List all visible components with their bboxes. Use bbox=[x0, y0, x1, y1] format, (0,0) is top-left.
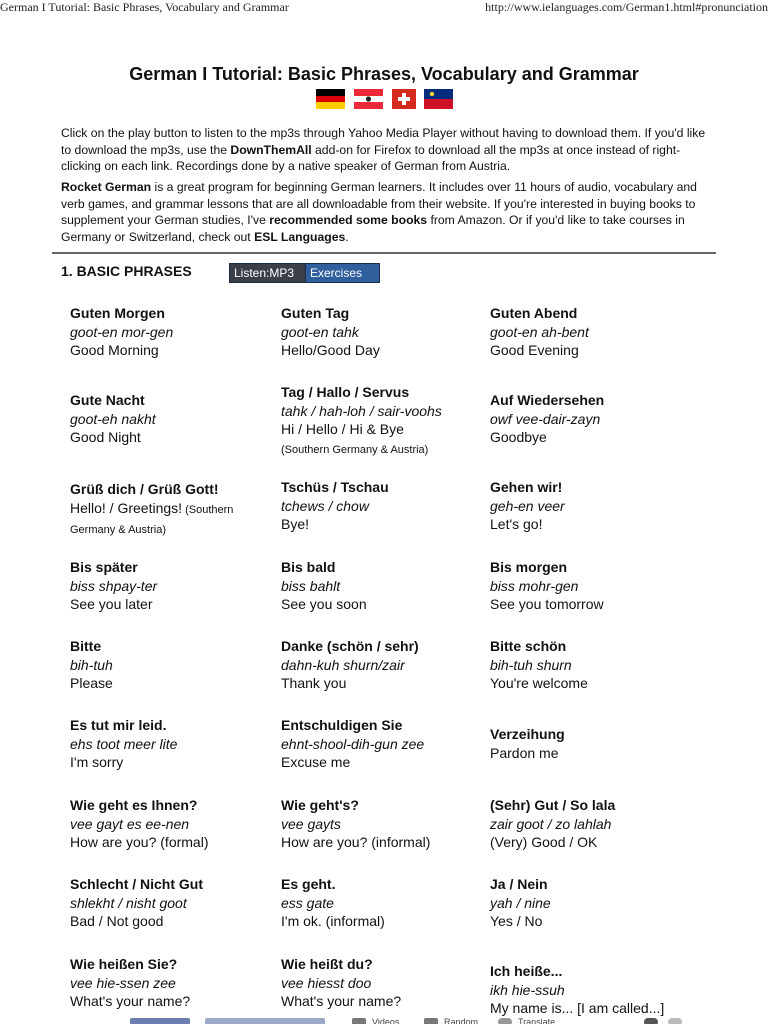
phrase-item bbox=[490, 304, 720, 360]
esl-languages-link[interactable]: ESL Languages bbox=[254, 229, 346, 244]
phrase-german: Verzeihung bbox=[490, 726, 565, 742]
phrase-english: Bad / Not good bbox=[70, 913, 164, 929]
phrase-item bbox=[70, 558, 270, 614]
phrase-pronunciation: dahn-kuh shurn/zair bbox=[281, 656, 405, 673]
phrase-german: (Sehr) Gut / So lala bbox=[490, 797, 616, 813]
austria-flag[interactable] bbox=[354, 89, 383, 109]
phrase-english: Bye! bbox=[281, 516, 310, 532]
phrase-english: See you later bbox=[70, 596, 153, 612]
phrase-german: Ich heiße... bbox=[490, 963, 563, 979]
phrase-english: Yes / No bbox=[490, 913, 543, 929]
intro-text: . bbox=[345, 229, 349, 244]
liechtenstein-flag[interactable] bbox=[424, 89, 453, 109]
phrase-german: Schlecht / Nicht Gut bbox=[70, 876, 204, 892]
translate-link[interactable]: Translate bbox=[518, 1017, 556, 1024]
phrase-pronunciation: owf vee-dair-zayn bbox=[490, 410, 601, 427]
phrase-item bbox=[281, 796, 481, 852]
phrase-german: Wie geht es Ihnen? bbox=[70, 797, 198, 813]
phrase-pronunciation: biss mohr-gen bbox=[490, 577, 579, 594]
translate-icon[interactable] bbox=[498, 1018, 512, 1024]
exercises-button[interactable]: Exercises bbox=[305, 263, 380, 283]
phrase-german: Tschüs / Tschau bbox=[281, 479, 389, 495]
intro-text: is a great program for beginning German learners. It includes over 11 hours of audio, vocabulary and verb games, and grammar lessons that are all downloadable from their website. If you're interested in buying books to supplement your German studies, I've bbox=[61, 180, 697, 227]
recommended-books-link[interactable]: recommended some books bbox=[269, 213, 428, 227]
phrase-pronunciation: ehs toot meer lite bbox=[70, 735, 178, 752]
footer-toolbar bbox=[0, 1014, 768, 1024]
phrase-german: Es geht. bbox=[281, 876, 336, 892]
phrase-item bbox=[490, 796, 720, 852]
intro-text: from Amazon. Or if you'd like to take courses in Germany or Switzerland, check out bbox=[61, 213, 685, 244]
print-header bbox=[0, 0, 768, 16]
phrase-item bbox=[490, 558, 720, 614]
social-icons[interactable] bbox=[205, 1018, 325, 1024]
phrase-german: Wie heißen Sie? bbox=[70, 956, 178, 972]
phrase-item bbox=[281, 955, 481, 1011]
page-title: German I Tutorial: Basic Phrases, Vocabulary and Grammar bbox=[129, 64, 639, 84]
phrase-item bbox=[490, 391, 720, 447]
phrase-german: Ja / Nein bbox=[490, 876, 548, 892]
phrase-german: Wie geht's? bbox=[281, 797, 359, 813]
phrase-pronunciation: vee hie-ssen zee bbox=[70, 974, 176, 991]
phrase-pronunciation: zair goot / zo lahlah bbox=[490, 815, 612, 832]
phrase-item bbox=[70, 796, 270, 852]
phrase-english: I'm ok. (informal) bbox=[281, 913, 385, 929]
phrase-german: Bis bald bbox=[281, 559, 336, 575]
random-icon[interactable] bbox=[424, 1018, 438, 1024]
phrase-english: Pardon me bbox=[490, 744, 559, 761]
phrase-english: Hello! / Greetings! bbox=[70, 499, 183, 516]
phrase-english: Good Evening bbox=[490, 342, 579, 358]
phrase-pronunciation: goot-en mor-gen bbox=[70, 323, 174, 340]
settings-icon[interactable] bbox=[668, 1018, 682, 1024]
phrase-pronunciation: shlekht / nisht goot bbox=[70, 894, 187, 911]
phrase-item bbox=[490, 962, 720, 1018]
rocket-german-link[interactable]: Rocket German bbox=[61, 180, 152, 194]
intro-paragraph-1 bbox=[61, 125, 711, 175]
phrase-item bbox=[281, 478, 481, 534]
phrase-german: Auf Wiedersehen bbox=[490, 392, 605, 408]
phrase-english: You're welcome bbox=[490, 675, 588, 691]
phrase-english: Good Night bbox=[70, 429, 141, 445]
phrase-item bbox=[281, 304, 481, 360]
phrase-english: Good Morning bbox=[70, 342, 159, 358]
phrase-english: My name is... [I am called...] bbox=[490, 1000, 665, 1016]
phrase-german: Gehen wir! bbox=[490, 479, 563, 495]
phrase-pronunciation: goot-en ah-bent bbox=[490, 323, 589, 340]
phrase-pronunciation: yah / nine bbox=[490, 894, 551, 911]
random-link[interactable]: Random bbox=[444, 1017, 479, 1024]
section-divider bbox=[52, 252, 716, 254]
phrase-pronunciation: goot-en tahk bbox=[281, 323, 359, 340]
phrase-pronunciation: geh-en veer bbox=[490, 497, 565, 514]
intro-text: Click on the play button to listen to the mp3s through Yahoo Media Player without having to download them. If you'd like to download the mp3s, use the bbox=[61, 126, 706, 157]
phrase-english: Excuse me bbox=[281, 754, 351, 770]
print-header-title: German I Tutorial: Basic Phrases, Vocabulary and Grammar bbox=[0, 0, 289, 14]
phrase-pronunciation: ikh hie-ssuh bbox=[490, 981, 565, 998]
phrase-item bbox=[70, 304, 270, 360]
phrase-pronunciation: bih-tuh shurn bbox=[490, 656, 572, 673]
phrase-english: See you soon bbox=[281, 596, 367, 612]
germany-flag[interactable] bbox=[316, 89, 345, 109]
phrase-item bbox=[490, 875, 720, 931]
phrase-german: Bitte bbox=[70, 638, 102, 654]
phrase-item bbox=[281, 875, 481, 931]
phrase-german: Guten Abend bbox=[490, 305, 578, 321]
phrase-pronunciation: biss bahlt bbox=[281, 577, 341, 594]
phrase-pronunciation: goot-eh nakht bbox=[70, 410, 156, 427]
phrase-item bbox=[70, 391, 270, 447]
phrase-german: Entschuldigen Sie bbox=[281, 717, 403, 733]
phrase-item bbox=[70, 637, 270, 693]
videos-link[interactable]: Videos bbox=[372, 1017, 400, 1024]
phrase-german: Grüß dich / Grüß Gott! bbox=[70, 481, 219, 497]
phrase-pronunciation: biss shpay-ter bbox=[70, 577, 158, 594]
phrase-german: Es tut mir leid. bbox=[70, 717, 167, 733]
print-header-url: http://www.ielanguages.com/German1.html#pronunciation bbox=[485, 0, 768, 14]
phrase-german: Guten Morgen bbox=[70, 305, 165, 321]
intro-text: add-on for Firefox to download all the mp3s at once instead of right-clicking on each link. Recordings done by a native speaker of German from Austria. bbox=[61, 142, 681, 173]
phrase-item bbox=[281, 558, 481, 614]
switzerland-flag[interactable] bbox=[392, 89, 416, 109]
phrase-item bbox=[70, 955, 270, 1011]
phrase-english: How are you? (informal) bbox=[281, 834, 431, 850]
phrase-german: Wie heißt du? bbox=[281, 956, 373, 972]
phrase-english: Hi / Hello / Hi & Bye bbox=[281, 421, 404, 437]
phrase-pronunciation: vee gayts bbox=[281, 815, 341, 832]
section-title: 1. BASIC PHRASES bbox=[61, 263, 192, 279]
phrase-item bbox=[490, 637, 720, 693]
phrase-pronunciation: tchews / chow bbox=[281, 497, 369, 514]
downthemall-link[interactable]: DownThemAll bbox=[230, 142, 312, 157]
share-icons[interactable] bbox=[130, 1018, 190, 1024]
phrase-german: Bis später bbox=[70, 559, 138, 575]
phrase-english: Hello/Good Day bbox=[281, 342, 380, 358]
phrase-pronunciation: vee hiesst doo bbox=[281, 974, 372, 991]
phrase-english: How are you? (formal) bbox=[70, 834, 209, 850]
phrase-english: What's your name? bbox=[281, 993, 402, 1009]
phrase-note: (Southern Germany & Austria) bbox=[70, 503, 234, 536]
phrase-german: Bis morgen bbox=[490, 559, 568, 575]
phrase-item bbox=[490, 725, 720, 762]
intro-paragraph-2 bbox=[61, 179, 711, 245]
phrase-english: I'm sorry bbox=[70, 754, 124, 770]
phrase-pronunciation: vee gayt es ee-nen bbox=[70, 815, 190, 832]
listen-mp3-button[interactable]: Listen:MP3 bbox=[229, 263, 307, 283]
phrase-german: Danke (schön / sehr) bbox=[281, 638, 419, 654]
phrase-english: (Very) Good / OK bbox=[490, 834, 598, 850]
phrase-pronunciation: tahk / hah-loh / sair-voohs bbox=[281, 402, 442, 419]
phrase-english: See you tomorrow bbox=[490, 596, 604, 612]
phrase-note: (Southern Germany & Austria) bbox=[281, 443, 429, 456]
phrase-english: Please bbox=[70, 675, 113, 691]
phrase-english: Let's go! bbox=[490, 516, 543, 532]
phrase-english: What's your name? bbox=[70, 993, 191, 1009]
phrase-pronunciation: ess gate bbox=[281, 894, 334, 911]
phrase-item bbox=[70, 480, 270, 540]
phrase-item bbox=[281, 383, 481, 459]
phrase-item bbox=[70, 716, 270, 772]
phrase-item bbox=[70, 875, 270, 931]
phrase-item bbox=[490, 478, 720, 534]
phrase-german: Guten Tag bbox=[281, 305, 350, 321]
video-icon[interactable] bbox=[352, 1018, 366, 1024]
phrase-pronunciation: ehnt-shool-dih-gun zee bbox=[281, 735, 425, 752]
phrase-english: Goodbye bbox=[490, 429, 547, 445]
phrase-item bbox=[281, 637, 481, 693]
phrase-item bbox=[281, 716, 481, 772]
phrase-german: Bitte schön bbox=[490, 638, 567, 654]
info-icon[interactable] bbox=[644, 1018, 658, 1024]
phrase-german: Gute Nacht bbox=[70, 392, 145, 408]
phrase-english: Thank you bbox=[281, 675, 347, 691]
phrase-pronunciation: bih-tuh bbox=[70, 656, 113, 673]
phrase-german: Tag / Hallo / Servus bbox=[281, 384, 410, 400]
